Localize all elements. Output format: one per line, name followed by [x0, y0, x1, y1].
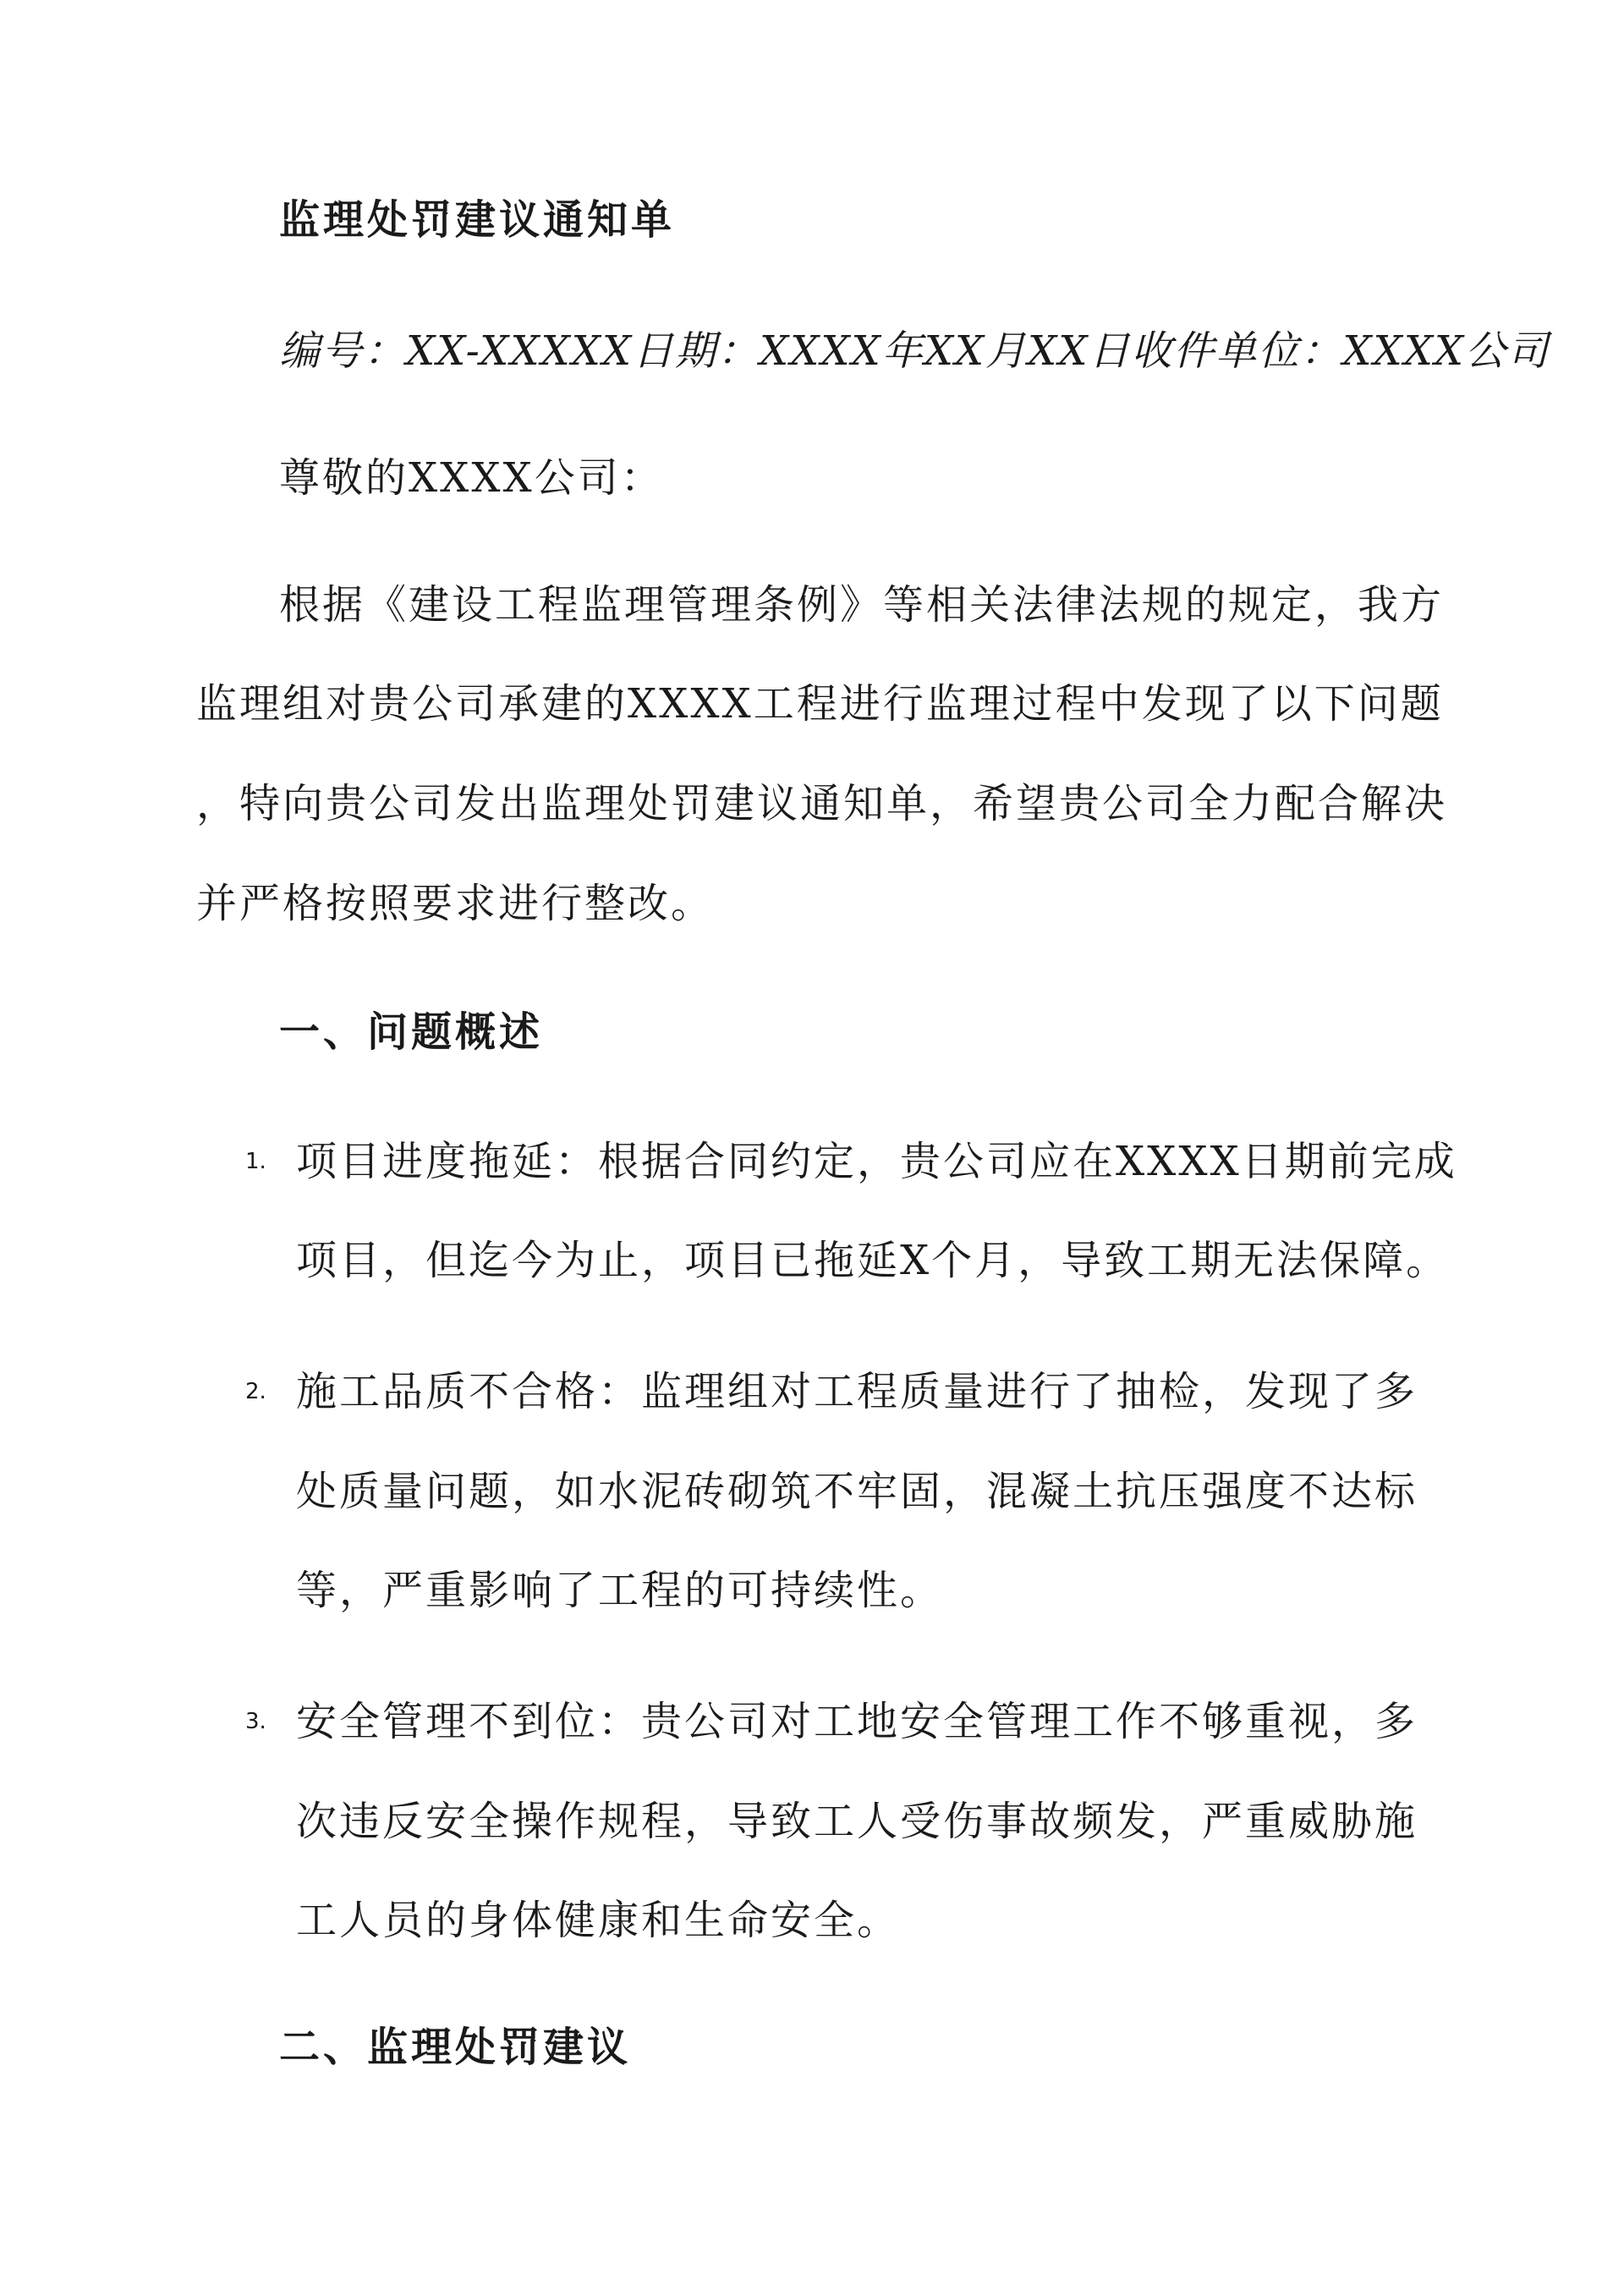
salutation: 尊敬的XXXX公司： [279, 454, 664, 502]
list-item-line: 施工品质不合格：监理组对工程质量进行了抽检，发现了多 [296, 1368, 1418, 1415]
intro-line: 根据《建设工程监理管理条例》等相关法律法规的规定，我方 [279, 581, 1445, 629]
list-number: 2. [245, 1379, 266, 1404]
list-number: 3. [245, 1709, 266, 1734]
intro-line: ，特向贵公司发出监理处罚建议通知单，希望贵公司全力配合解决 [196, 780, 1448, 827]
list-item-line: 处质量问题，如水泥砖砌筑不牢固，混凝土抗压强度不达标 [296, 1468, 1418, 1515]
intro-line: 监理组对贵公司承建的XXXX工程进行监理过程中发现了以下问题 [196, 680, 1444, 728]
list-item-line: 项目，但迄今为止，项目已拖延X个月，导致工期无法保障。 [296, 1237, 1450, 1284]
list-number: 1. [245, 1149, 266, 1174]
document-title: 监理处罚建议通知单 [279, 196, 676, 244]
meta-line: 编号：XX-XXXXX日期：XXXX年XX月XX日收件单位：XXXX公司 [279, 327, 1550, 375]
list-item-line: 项目进度拖延：根据合同约定，贵公司应在XXXX日期前完成 [296, 1138, 1457, 1185]
list-item-line: 次违反安全操作规程，导致工人受伤事故频发，严重威胁施 [296, 1798, 1418, 1845]
section-heading: 二、监理处罚建议 [279, 2024, 632, 2071]
list-item-line: 工人员的身体健康和生命安全。 [296, 1897, 901, 1944]
intro-line: 并严格按照要求进行整改。 [196, 880, 715, 927]
section-heading: 一、问题概述 [279, 1008, 544, 1056]
list-item-line: 安全管理不到位：贵公司对工地安全管理工作不够重视，多 [296, 1698, 1418, 1745]
list-item-line: 等，严重影响了工程的可持续性。 [296, 1567, 944, 1614]
